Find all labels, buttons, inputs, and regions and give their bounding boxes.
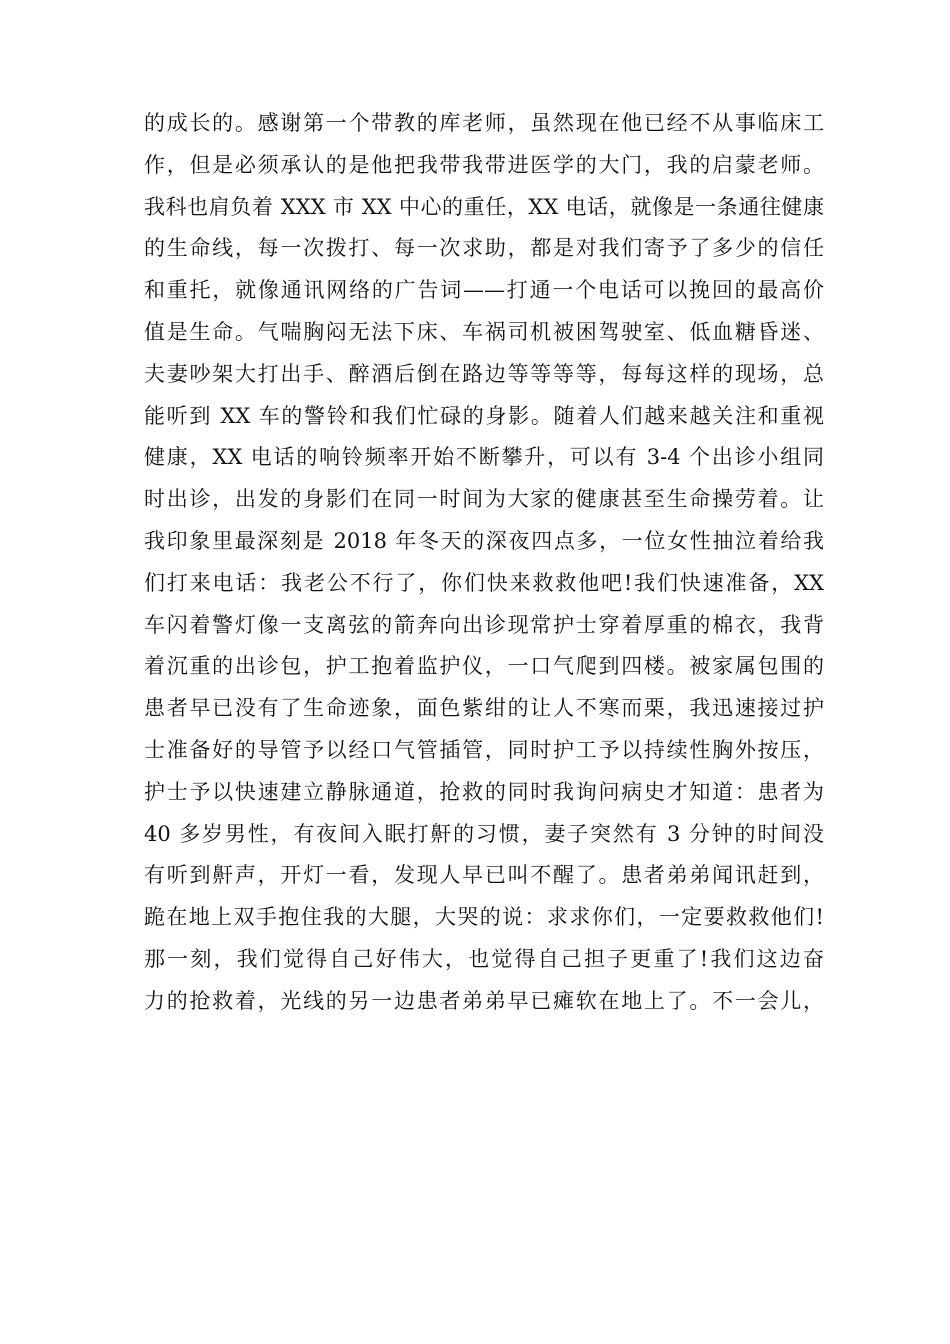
text-line: 作，但是必须承认的是他把我带我带进医学的大门，我的启蒙老师。 [144, 152, 824, 177]
text-line: 40 多岁男性，有夜间入眠打鼾的习惯，妻子突然有 3 分钟的时间没 [144, 821, 824, 846]
text-line: 和重托，就像通讯网络的广告词——打通一个电话可以挽回的最高价 [144, 278, 824, 303]
text-line: 健康，XX 电话的响铃频率开始不断攀升，可以有 3-4 个出诊小组同 [144, 445, 824, 470]
text-line: 跪在地上双手抱住我的大腿，大哭的说：求求你们，一定要救救他们! [144, 905, 824, 930]
text-line: 夫妻吵架大打出手、醉酒后倒在路边等等等等，每每这样的现场，总 [144, 361, 824, 386]
text-line: 护士予以快速建立静脉通道，抢救的同时我询问病史才知道：患者为 [144, 779, 824, 804]
text-line: 车闪着警灯像一支离弦的箭奔向出诊现常护士穿着厚重的棉衣，我背 [144, 612, 824, 637]
text-line: 们打来电话：我老公不行了，你们快来救救他吧!我们快速准备，XX [144, 570, 824, 595]
text-line: 的成长的。感谢第一个带教的库老师，虽然现在他已经不从事临床工 [144, 111, 824, 135]
text-line: 值是生命。气喘胸闷无法下床、车祸司机被困驾驶室、低血糖昏迷、 [144, 319, 824, 344]
text-line: 力的抢救着，光线的另一边患者弟弟早已瘫软在地上了。不一会儿， [144, 988, 824, 1013]
text-line: 的生命线，每一次拨打、每一次求助，都是对我们寄予了多少的信任 [144, 236, 824, 261]
text-line: 士准备好的导管予以经口气管插管，同时护工予以持续性胸外按压， [144, 737, 824, 762]
text-line: 那一刻，我们觉得自己好伟大，也觉得自己担子更重了!我们这边奋 [144, 946, 824, 971]
body-text [144, 103, 824, 1023]
text-line: 时出诊，出发的身影们在同一时间为大家的健康甚至生命操劳着。让 [144, 487, 824, 512]
text-line: 有听到鼾声，开灯一看，发现人早已叫不醒了。患者弟弟闻讯赶到， [144, 863, 824, 888]
text-line: 我科也肩负着 XXX 市 XX 中心的重任，XX 电话，就像是一条通往健康 [144, 194, 824, 219]
text-line: 我印象里最深刻是 2018 年冬天的深夜四点多，一位女性抽泣着给我 [144, 528, 824, 553]
text-line: 能听到 XX 车的警铃和我们忙碌的身影。随着人们越来越关注和重视 [144, 403, 824, 428]
text-line: 患者早已没有了生命迹象，面色紫绀的让人不寒而栗，我迅速接过护 [144, 696, 824, 721]
text-line: 着沉重的出诊包，护工抱着监护仪，一口气爬到四楼。被家属包围的 [144, 654, 824, 679]
